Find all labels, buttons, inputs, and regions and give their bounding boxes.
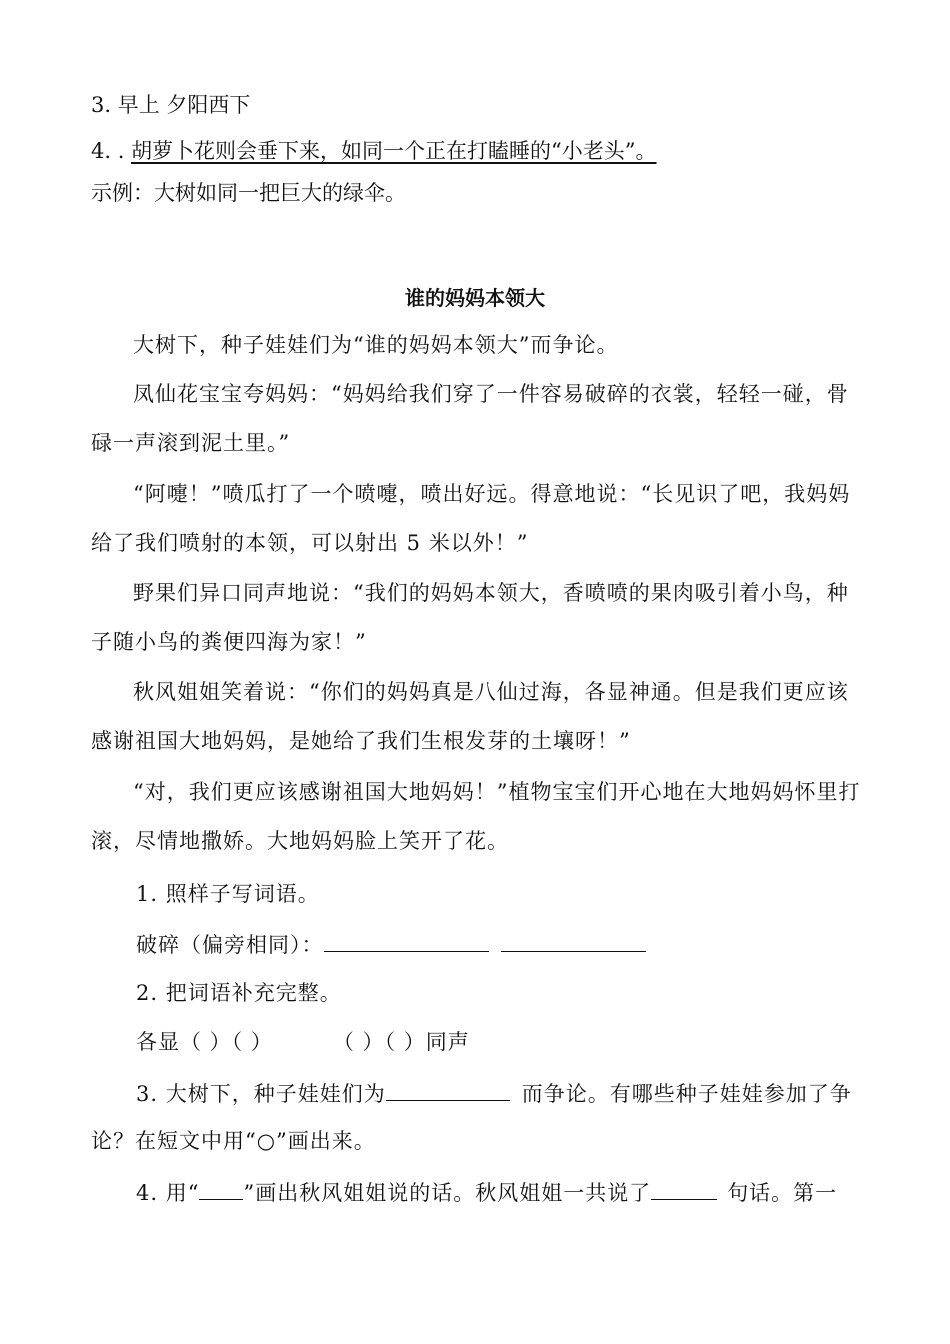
story-paragraph-3: “阿嚏！”喷瓜打了一个喷嚏，喷出好远。得意地说：“长见识了吧，我妈妈给了我们喷射的本领，可以射出 5 米以外！” — [91, 482, 851, 555]
question-3-part-b: 而争论。有哪些种子娃娃参加了争 — [521, 1082, 852, 1106]
idiom-1[interactable]: 各显（ ）（ ） — [136, 1030, 273, 1054]
answer-4-underlined: 胡萝卜花则会垂下来，如同一个正在打瞌睡的“小老头”。 — [131, 139, 657, 163]
question-1-answer-line — [136, 931, 646, 957]
question-4 — [136, 1179, 837, 1205]
answer-4-prefix: 4. . — [91, 139, 132, 163]
story-paragraph-2: 凤仙花宝宝夸妈妈：“妈妈给我们穿了一件容易破碎的衣裳，轻轻一碰，骨碌一声滚到泥土里。” — [91, 382, 849, 455]
answer-blank-3[interactable] — [386, 1080, 510, 1101]
answer-3: 3. 早上 夕阳西下 — [91, 93, 251, 117]
question-4-part-b: ”画出秋风姐姐说的话。秋风姐姐一共说了 — [243, 1181, 652, 1205]
underline-sample — [199, 1179, 243, 1200]
answer-blank-2[interactable] — [501, 931, 646, 952]
question-2-fill — [136, 1030, 470, 1054]
story-paragraph-1: 大树下，种子娃娃们为“谁的妈妈本领大”而争论。 — [133, 333, 619, 357]
story-paragraph-5: 秋风姐姐笑着说：“你们的妈妈真是八仙过海，各显神通。但是我们更应该感谢祖国大地妈妈，是她给了我们生根发芽的土壤呀！” — [91, 680, 849, 753]
question-3 — [136, 1080, 852, 1106]
question-2: 2. 把词语补充完整。 — [136, 981, 342, 1005]
answer-blank-4[interactable] — [651, 1179, 717, 1200]
question-1: 1. 照样子写词语。 — [136, 882, 320, 906]
idiom-2[interactable]: （ ）（ ）同声 — [332, 1030, 470, 1054]
story-paragraph-6: “对，我们更应该感谢祖国大地妈妈！”植物宝宝们开心地在大地妈妈怀里打滚，尽情地撒娇。大地妈妈脸上笑开了花。 — [91, 780, 861, 853]
story-title: 谁的妈妈本领大 — [405, 286, 545, 310]
example-sentence: 示例：大树如同一把巨大的绿伞。 — [91, 181, 406, 205]
answer-blank-1[interactable] — [324, 931, 489, 952]
question-4-part-a: 4. 用“ — [136, 1181, 200, 1205]
question-1-prompt: 破碎（偏旁相同）： — [136, 933, 324, 957]
question-4-part-c: 句话。第一 — [727, 1181, 838, 1205]
question-3-continued: 论？在短文中用“○”画出来。 — [91, 1129, 376, 1153]
story-paragraph-4: 野果们异口同声地说：“我们的妈妈本领大，香喷喷的果肉吸引着小鸟，种子随小鸟的粪便四海为家！” — [91, 581, 849, 654]
question-3-part-a: 3. 大树下，种子娃娃们为 — [136, 1082, 386, 1106]
answer-4 — [91, 139, 657, 163]
